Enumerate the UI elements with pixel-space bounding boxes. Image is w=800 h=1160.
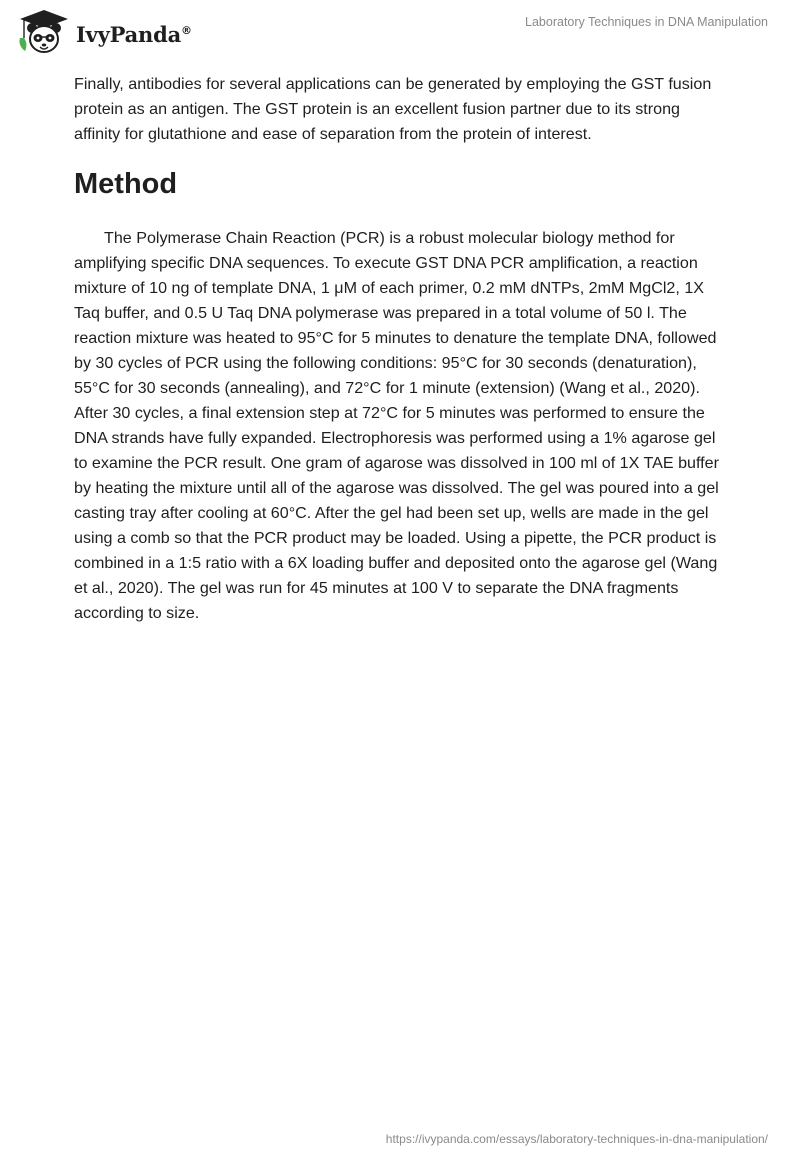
- brand-name: IvyPanda®: [76, 21, 192, 47]
- section-heading-method: Method: [74, 168, 178, 200]
- panda-graduate-icon: [14, 8, 74, 56]
- ivypanda-logo[interactable]: [14, 8, 192, 56]
- registered-mark: ®: [181, 23, 192, 37]
- intro-paragraph: Finally, antibodies for several applications can be generated by employing the GST fusion protein as an antigen. The GST protein is an excellent fusion partner due to its strong affinity for glutathione and ease of separation from the protein of interest.: [74, 75, 712, 143]
- document-title: Laboratory Techniques in DNA Manipulation: [525, 15, 768, 29]
- method-paragraph: The Polymerase Chain Reaction (PCR) is a robust molecular biology method for amplifying specific DNA sequences. To execute GST DNA PCR amplification, a reaction mixture of 10 ng of template DNA, 1 μM of each primer, 0.2 mM dNTPs, 2mM MgCl2, 1X Taq buffer, and 0.5 U Taq DNA polymerase was prepared in a total volume of 50 l. The reaction mixture was heated to 95°C for 5 minutes to denature the template DNA, followed by 30 cycles of PCR using the following conditions: 95°C for 30 seconds (denaturation), 55°C for 30 seconds (annealing), and 72°C for 1 minute (extension) (Wang et al., 2020). After 30 cycles, a final extension step at 72°C for 5 minutes was performed to ensure the DNA strands have fully expanded. Electrophoresis was performed using a 1% agarose gel to examine the PCR result. One gram of agarose was dissolved in 100 ml of 1X TAE buffer by heating the mixture until all of the agarose was dissolved. The gel was poured into a gel casting tray after cooling at 60°C. After the gel had been set up, wells are made in the gel using a comb so that the PCR product may be loaded. Using a pipette, the PCR product is combined in a 1:5 ratio with a 6X loading buffer and deposited onto the agarose gel (Wang et al., 2020). The gel was run for 45 minutes at 100 V to separate the DNA fragments according to size.: [74, 229, 719, 622]
- source-url-link[interactable]: https://ivypanda.com/essays/laboratory-techniques-in-dna-manipulation/: [385, 1132, 768, 1146]
- page-header: [0, 0, 800, 64]
- essay-content: [74, 72, 730, 626]
